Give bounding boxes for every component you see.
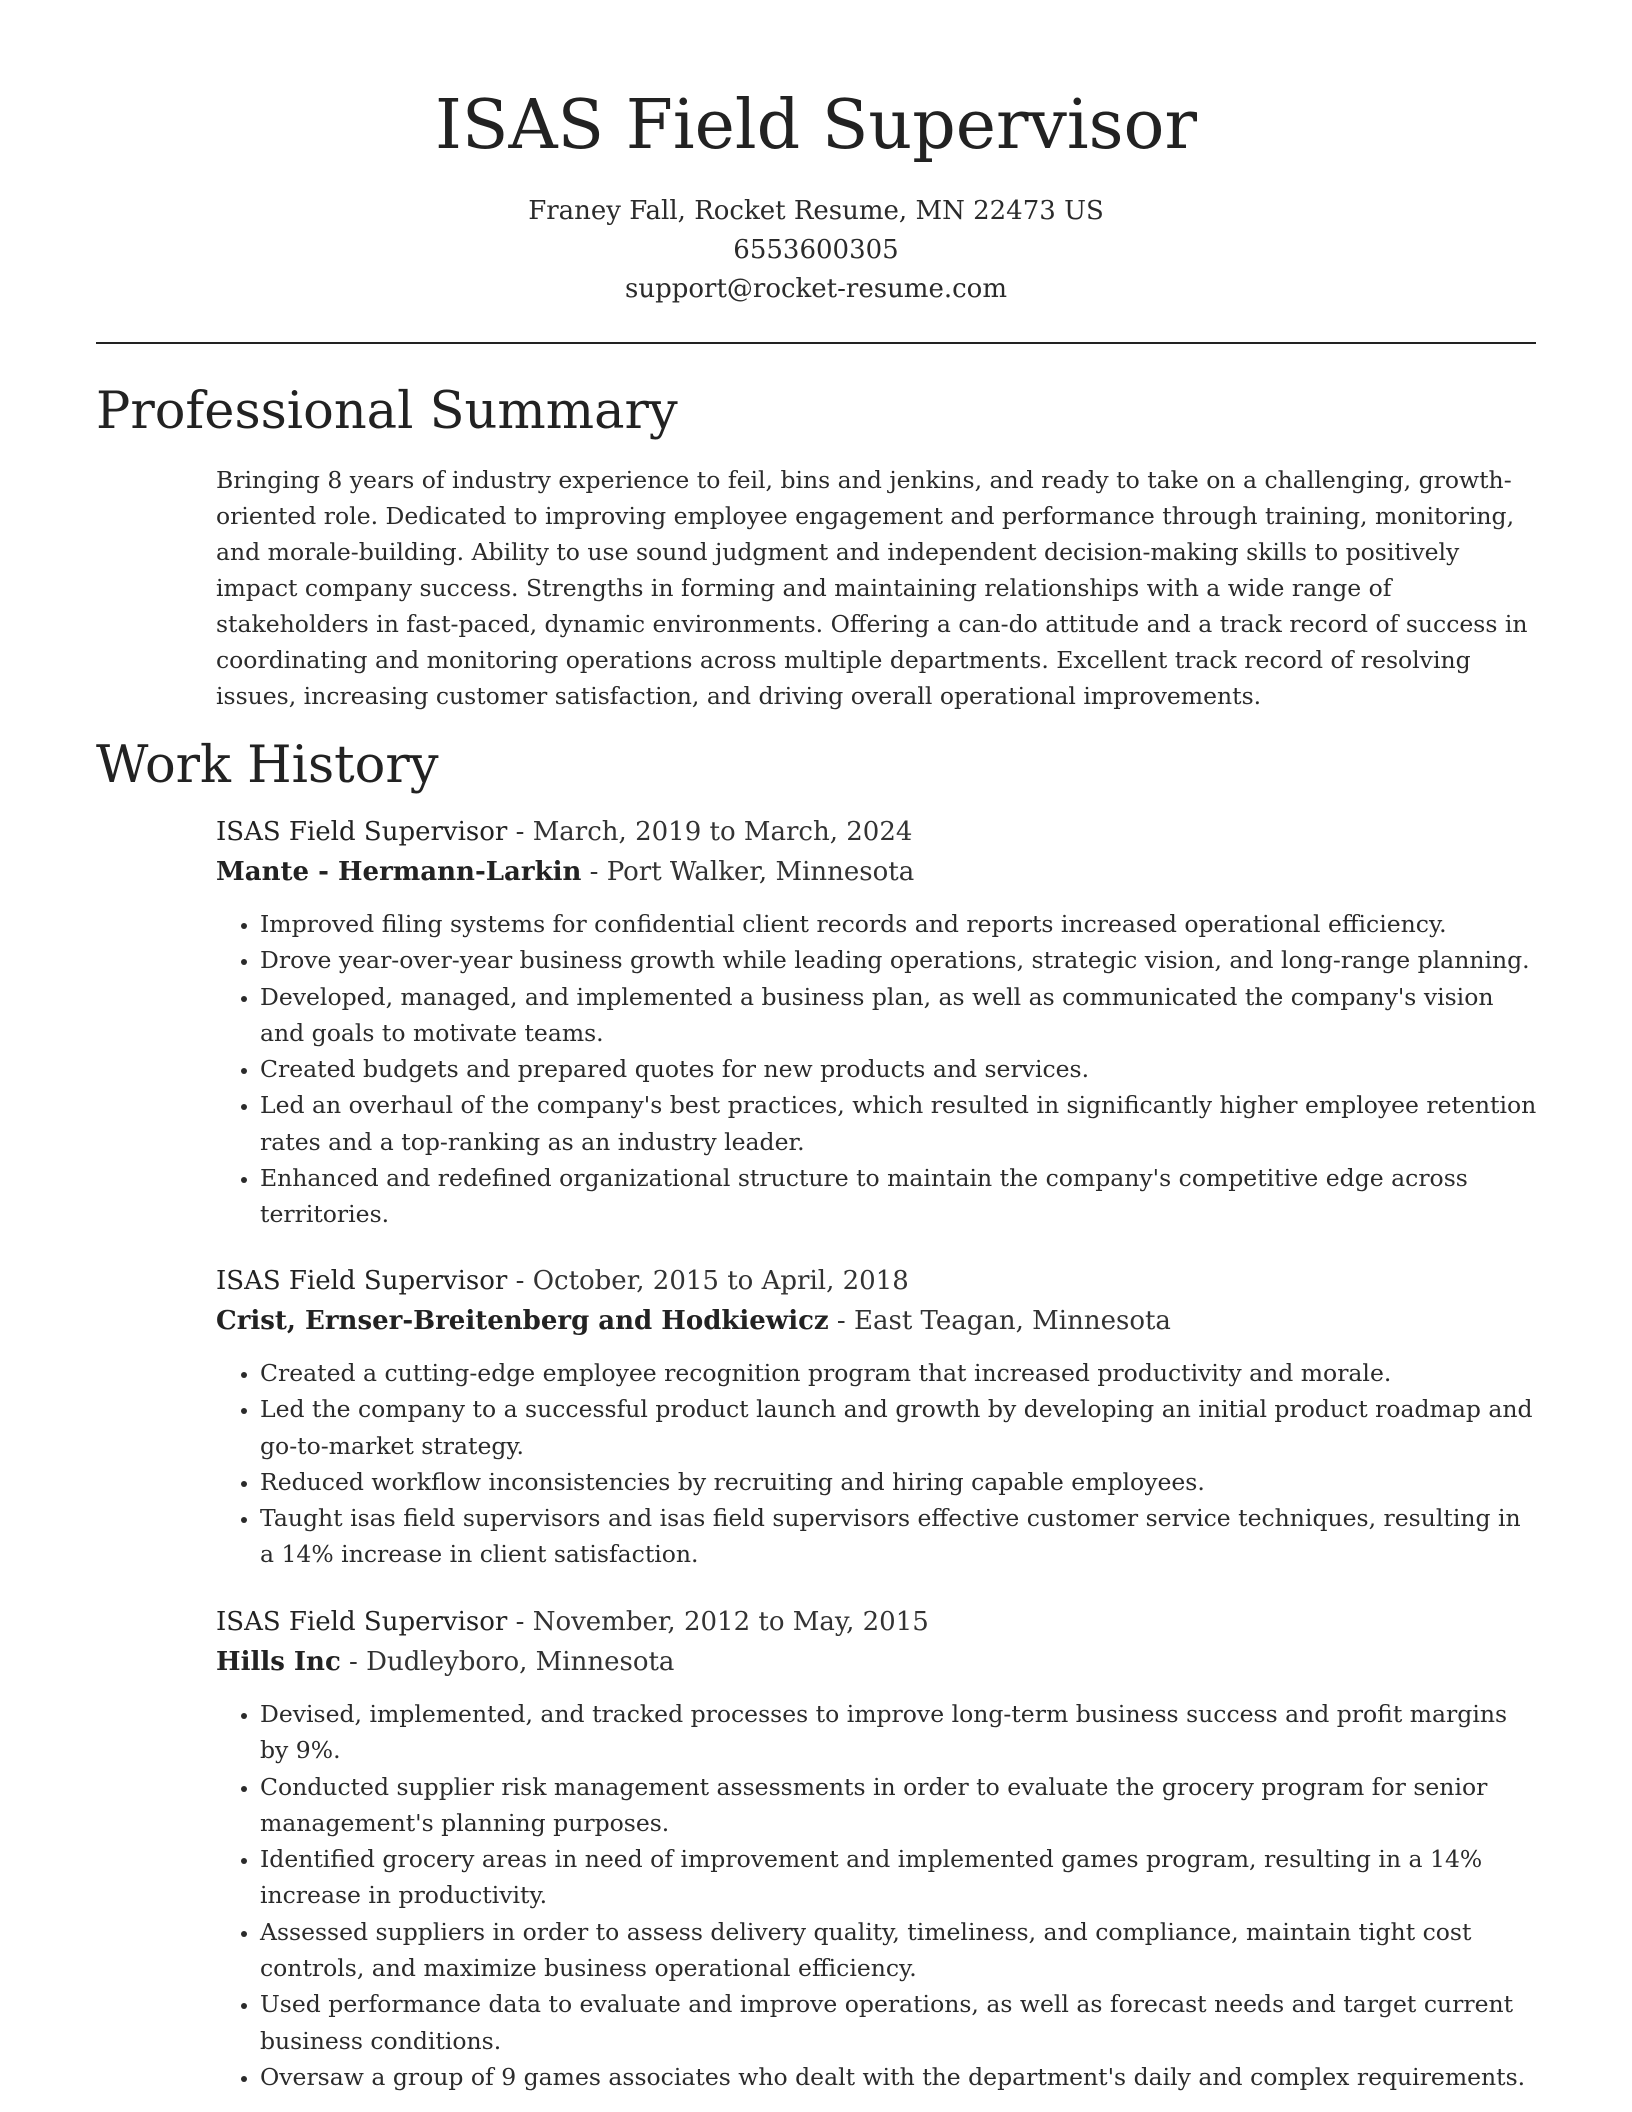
job-company: Mante - Hermann-Larkin [216,857,582,887]
separator: - [581,857,607,887]
job-role: ISAS Field Supervisor [216,1266,508,1296]
job-title-line [216,1602,1541,1642]
bullet-item: • Developed, managed, and implemented a business plan, as well as communicated the company's vision and goals to motivate teams. [260,979,1541,1052]
job-bullets [216,1696,1541,2095]
job-bullets [216,906,1541,1233]
job-dates: March, 2019 to March, 2024 [532,817,913,847]
resume-name: ISAS Field Supervisor [435,86,1197,165]
bullet-item: • Oversaw a group of 9 games associates who dealt with the department's daily and complex requirements. [260,2059,1541,2095]
bullet-item: • Taught isas field supervisors and isas field supervisors effective customer service techniques, resulting in a 14% increase in client satisfaction. [260,1500,1541,1573]
bullet-item: • Drove year-over-year business growth while leading operations, strategic vision, and long-range planning. [260,942,1541,978]
job-dates: November, 2012 to May, 2015 [532,1607,929,1637]
job-entry [216,812,1541,1233]
job-location: Port Walker, Minnesota [606,857,915,887]
separator: - [507,1266,533,1296]
job-company: Hills Inc [216,1647,341,1677]
bullet-item: • Identified grocery areas in need of improvement and implemented games program, resulting in a 14% increase in productivity. [260,1841,1541,1914]
separator: - [507,1607,533,1637]
bullet-item: • Reduced workflow inconsistencies by recruiting and hiring capable employees. [260,1464,1541,1500]
bullet-item: • Devised, implemented, and tracked processes to improve long-term business success and profit margins by 9%. [260,1696,1541,1769]
separator: - [828,1306,854,1336]
contact-email: support@rocket-resume.com [624,274,1007,304]
job-dates: October, 2015 to April, 2018 [532,1266,909,1296]
job-title-line [216,812,1541,852]
bullet-item: • Led the company to a successful product launch and growth by developing an initial product roadmap and go-to-market strategy. [260,1391,1541,1464]
bullet-item: • Enhanced and redefined organizational structure to maintain the company's competitive edge across territories. [260,1160,1541,1233]
contact-info [0,192,1632,309]
job-company-line [216,1642,1541,1682]
job-entry [216,1261,1541,1573]
job-role: ISAS Field Supervisor [216,1607,508,1637]
bullet-item: • Conducted supplier risk management assessments in order to evaluate the grocery program for senior management's planning purposes. [260,1769,1541,1842]
separator: - [340,1647,367,1677]
bullet-item: • Created budgets and prepared quotes for new products and services. [260,1051,1541,1087]
job-location: Dudleyboro, Minnesota [366,1647,675,1677]
bullet-item: • Created a cutting-edge employee recognition program that increased productivity and morale. [260,1355,1541,1391]
contact-phone: 6553600305 [733,235,899,265]
job-company-line [216,1301,1541,1341]
job-role: ISAS Field Supervisor [216,817,508,847]
contact-address: Franey Fall, Rocket Resume, MN 22473 US [528,196,1104,226]
job-title-line [216,1261,1541,1301]
work-history-heading: Work History [96,736,439,795]
bullet-item: • Led an overhaul of the company's best practices, which resulted in significantly higher employee retention rates and a top-ranking as an industry leader. [260,1087,1541,1160]
bullet-item: • Improved filing systems for confidential client records and reports increased operational efficiency. [260,906,1541,942]
job-company-line [216,852,1541,892]
job-company: Crist, Ernser-Breitenberg and Hodkiewicz [216,1306,829,1336]
bullet-item: • Assessed suppliers in order to assess delivery quality, timeliness, and compliance, maintain tight cost controls, and maximize business operational efficiency. [260,1914,1541,1987]
job-bullets [216,1355,1541,1573]
header-divider [96,342,1536,344]
separator: - [507,817,533,847]
job-entry [216,1602,1541,2095]
summary-heading: Professional Summary [96,382,678,441]
bullet-item: • Used performance data to evaluate and improve operations, as well as forecast needs and target current business conditions. [260,1986,1541,2059]
job-location: East Teagan, Minnesota [854,1306,1171,1336]
summary-text: Bringing 8 years of industry experience to feil, bins and jenkins, and ready to take on a challenging, growth-oriented role. Dedicated to improving employee engagement and performance through training, monitoring, and morale-building. Ability to use sound judgment and independent decision-making skills to positively impact company success. Strengths in forming and maintaining relationships with a wide range of stakeholders in fast-paced, dynamic environments. Offering a can-do attitude and a track record of success in coordinating and monitoring operations across multiple departments. Excellent track record of resolving issues, increasing customer satisfaction, and driving overall operational improvements. [216,466,1528,710]
